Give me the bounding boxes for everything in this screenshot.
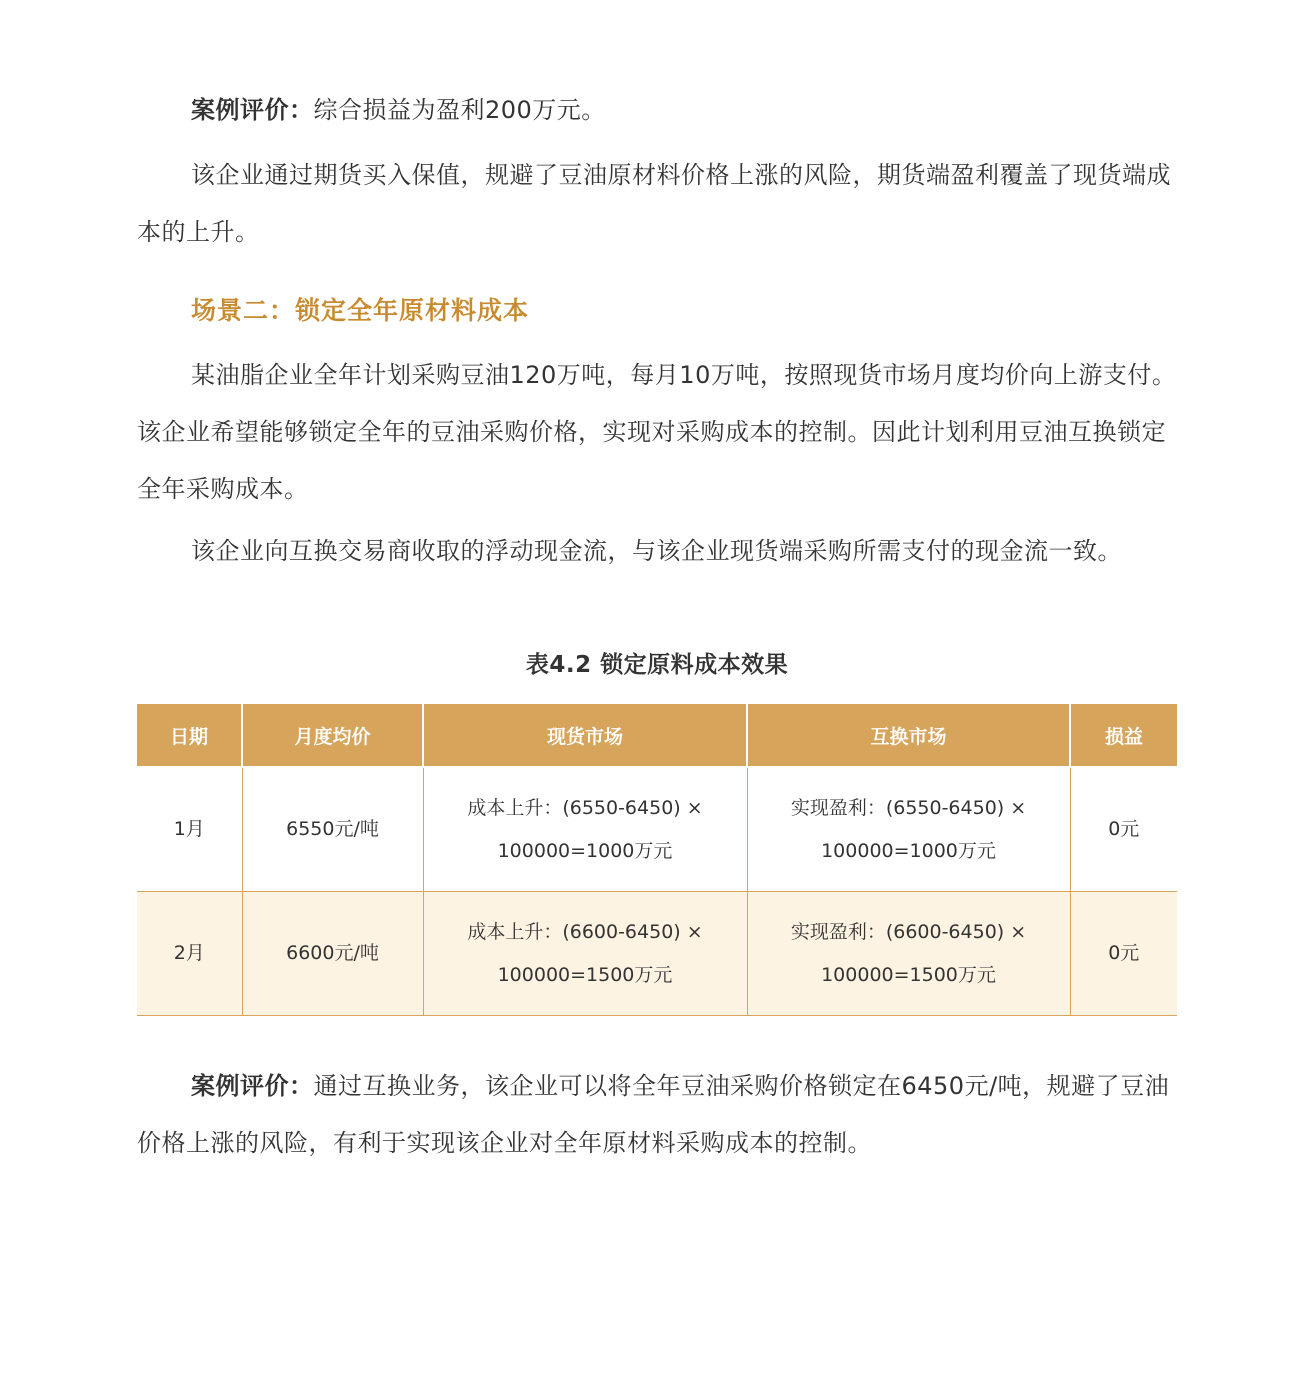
- header-date: 日期: [137, 704, 242, 767]
- case-evaluation-label: 案例评价：: [191, 1072, 314, 1100]
- header-pnl: 损益: [1070, 704, 1177, 767]
- cell-pnl: 0元: [1070, 892, 1177, 1016]
- header-spot-market: 现货市场: [423, 704, 747, 767]
- spot-line-1: 成本上升：(6550-6450) ×: [467, 796, 703, 819]
- conclusion-paragraph: 该企业通过期货买入保值，规避了豆油原材料价格上涨的风险，期货端盈利覆盖了现货端成本的上升。: [137, 161, 1171, 246]
- scenario-paragraph-2: 该企业向互换交易商收取的浮动现金流，与该企业现货端采购所需支付的现金流一致。: [191, 537, 1122, 565]
- case-evaluation-1: [137, 82, 1177, 139]
- cell-avg-price: 6550元/吨: [242, 767, 423, 892]
- swap-line-2: 100000=1500万元: [821, 963, 996, 986]
- cell-swap-market: [747, 892, 1070, 1016]
- table-header-row: [137, 704, 1177, 767]
- case-evaluation-text: 通过互换业务，该企业可以将全年豆油采购价格锁定在6450元/吨，规避了豆油价格上涨的风险，有利于实现该企业对全年原材料采购成本的控制。: [137, 1072, 1170, 1157]
- cell-swap-market: [747, 767, 1070, 892]
- case-evaluation-label: 案例评价：: [191, 96, 314, 124]
- header-avg-price: 月度均价: [242, 704, 423, 767]
- table-caption: 表4.2 锁定原料成本效果: [525, 652, 789, 678]
- cost-lock-table: [137, 704, 1177, 1016]
- cell-avg-price: 6600元/吨: [242, 892, 423, 1016]
- table-row: [137, 767, 1177, 892]
- spot-line-2: 100000=1000万元: [497, 839, 673, 862]
- swap-line-2: 100000=1000万元: [821, 839, 996, 862]
- scenario-paragraph-1: 某油脂企业全年计划采购豆油120万吨，每月10万吨，按照现货市场月度均价向上游支付。该企业希望能够锁定全年的豆油采购价格，实现对采购成本的控制。因此计划利用豆油互换锁定全年采购成本。: [137, 361, 1177, 503]
- case-evaluation-2: [137, 1058, 1177, 1172]
- case-evaluation-text: 综合损益为盈利200万元。: [313, 96, 606, 124]
- swap-line-1: 实现盈利：(6600-6450) ×: [790, 920, 1027, 943]
- swap-line-1: 实现盈利：(6550-6450) ×: [790, 796, 1027, 819]
- spot-line-1: 成本上升：(6600-6450) ×: [467, 920, 703, 943]
- cell-date: 2月: [137, 892, 242, 1016]
- table-row: [137, 892, 1177, 1016]
- scenario-heading: 场景二：锁定全年原材料成本: [191, 296, 530, 325]
- cell-spot-market: [423, 767, 747, 892]
- header-swap-market: 互换市场: [747, 704, 1070, 767]
- spot-line-2: 100000=1500万元: [497, 963, 673, 986]
- cell-date: 1月: [137, 767, 242, 892]
- cell-pnl: 0元: [1070, 767, 1177, 892]
- cell-spot-market: [423, 892, 747, 1016]
